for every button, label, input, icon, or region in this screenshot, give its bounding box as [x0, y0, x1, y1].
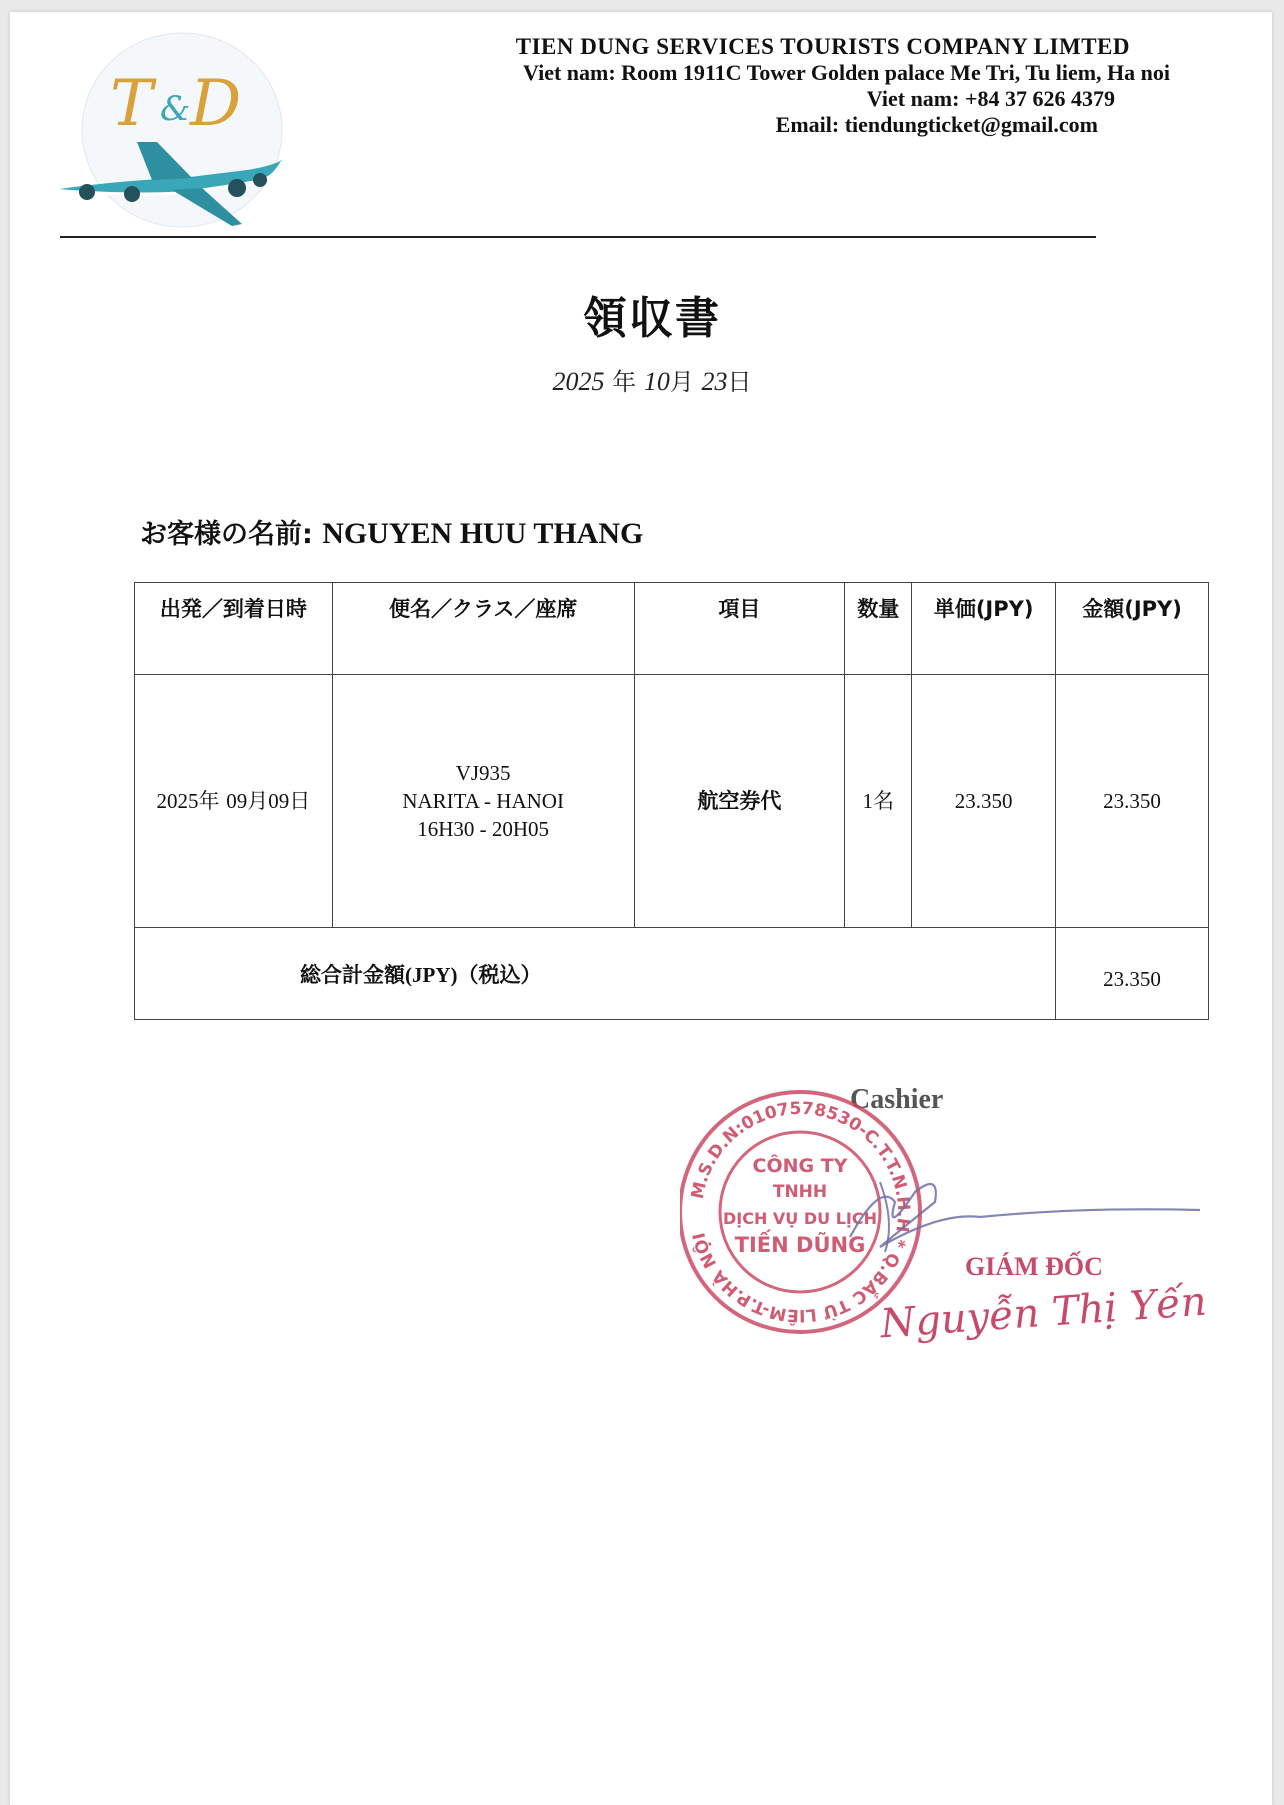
header-amount: 金額(JPY)	[1056, 583, 1209, 675]
row-date-year-unit: 年	[198, 789, 227, 813]
flight-time: 16H30 - 20H05	[417, 817, 550, 841]
company-header	[330, 34, 1170, 138]
date-month: 10	[643, 367, 670, 396]
receipt-page	[10, 12, 1272, 1805]
header-flight: 便名／クラス／座席	[332, 583, 634, 675]
flight-route: NARITA - HANOI	[402, 789, 564, 813]
cell-flight	[332, 675, 634, 928]
customer-name: NGUYEN HUU THANG	[322, 517, 644, 550]
company-address: Viet nam: Room 1911C Tower Golden palace Me Tri, Tu liem, Ha noi	[523, 60, 1170, 85]
total-label	[135, 928, 1056, 1020]
total-row	[135, 928, 1209, 1020]
row-date-year: 2025	[156, 789, 199, 813]
receipt-table	[134, 582, 1209, 1020]
svg-text:T: T	[110, 67, 153, 141]
cashier-label: Cashier	[850, 1084, 944, 1115]
cell-date	[135, 675, 333, 928]
svg-text:D: D	[190, 67, 242, 141]
stamp-ring-text: M.S.D.N:0107578530-C.T.T.N.H.H * Q.BẮC TỪ LIÊM-T.P.HÀ NỘI	[687, 1098, 914, 1326]
header-unit-price: 単価(JPY)	[912, 583, 1056, 675]
stamp-line-4: TIẾN DŨNG	[734, 1233, 866, 1257]
receipt-title: 領収書	[583, 293, 721, 344]
company-name: TIEN DUNG SERVICES TOURISTS COMPANY LIMTED	[515, 34, 1130, 59]
director-title: GIÁM ĐỐC	[965, 1252, 1103, 1281]
stamp-line-1: CÔNG TY	[752, 1155, 848, 1177]
header-divider	[60, 236, 1096, 238]
cell-amount: 23.350	[1056, 675, 1209, 928]
total-label-jp2: （税込）	[457, 962, 542, 987]
qty-number: 1	[862, 789, 873, 813]
row-date-month: 09	[226, 789, 248, 813]
total-value: 23.350	[1056, 928, 1209, 1020]
qty-unit: 名	[872, 789, 894, 813]
date-year-unit: 年	[604, 368, 644, 396]
company-phone: Viet nam: +84 37 626 4379	[866, 86, 1115, 111]
svg-text:&: &	[160, 89, 191, 129]
customer-line	[140, 512, 643, 551]
cell-qty	[845, 675, 912, 928]
flight-number: VJ935	[455, 761, 511, 785]
date-day: 23	[701, 367, 728, 396]
header-item: 項目	[634, 583, 845, 675]
date-month-unit: 月	[669, 368, 702, 396]
total-label-currency: (JPY)	[405, 962, 458, 987]
cell-item: 航空券代	[634, 675, 845, 928]
company-logo	[32, 30, 302, 240]
table-header-row	[135, 583, 1209, 675]
receipt-date	[10, 362, 1284, 397]
row-date-day: 09	[268, 789, 290, 813]
stamp-line-2: TNHH	[772, 1182, 828, 1202]
header-qty: 数量	[845, 583, 912, 675]
row-date-day-unit: 日	[289, 789, 311, 813]
company-email: Email: tiendungticket@gmail.com	[775, 112, 1098, 137]
director-name: Nguyễn Thị Yến	[878, 1278, 1208, 1348]
header-datetime: 出発／到着日時	[135, 583, 333, 675]
table-row	[135, 675, 1209, 928]
row-date-month-unit: 月	[247, 789, 269, 813]
total-label-jp1: 総合計金額	[300, 962, 405, 987]
date-year: 2025	[552, 367, 605, 396]
stamp-line-3: DỊCH VỤ DU LỊCH	[722, 1209, 878, 1228]
cell-unit-price: 23.350	[912, 675, 1056, 928]
customer-label: お客様の名前:	[140, 519, 323, 550]
date-day-unit: 日	[727, 368, 752, 396]
